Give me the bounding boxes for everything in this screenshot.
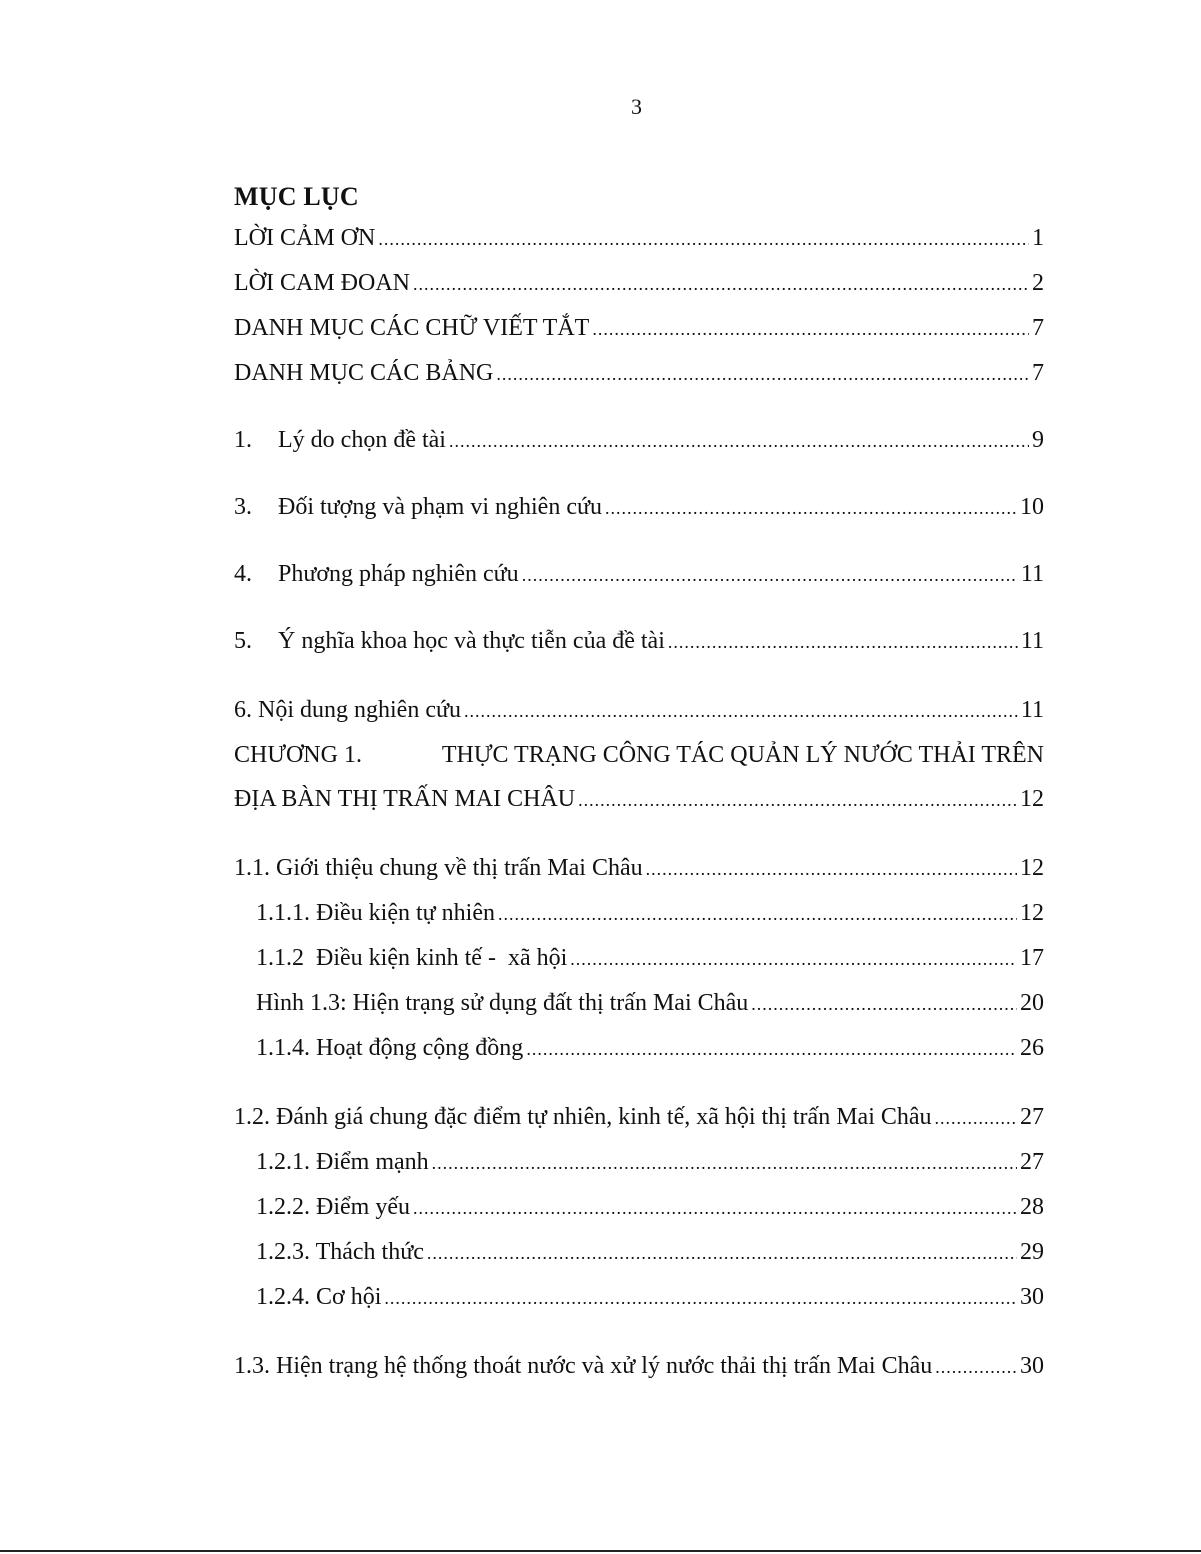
- dot-leader: [646, 847, 1017, 891]
- toc-entry-1-1-4[interactable]: [234, 1026, 1044, 1071]
- dot-leader: [413, 1186, 1017, 1230]
- chapter-number: CHƯƠNG 1.: [234, 742, 362, 768]
- dot-leader: [935, 1345, 1017, 1389]
- toc-entry-page: 7: [1032, 315, 1044, 341]
- dot-leader: [413, 262, 1029, 306]
- toc-entry-number: 1.: [234, 427, 252, 453]
- toc-entry-page: 2: [1032, 270, 1044, 296]
- toc-entry-label: DANH MỤC CÁC BẢNG: [234, 360, 494, 386]
- toc-entry-intro-6[interactable]: [234, 688, 1044, 733]
- toc-entry-label: [234, 418, 446, 462]
- toc-entry-label: 1.1.2 Điều kiện kinh tế - xã hội: [256, 945, 568, 971]
- dot-leader: [668, 620, 1018, 664]
- toc-entry-page: 11: [1020, 628, 1044, 654]
- toc-entry-page: 27: [1020, 1149, 1044, 1175]
- dot-leader: [378, 217, 1029, 261]
- toc-entry-number: 4.: [234, 561, 252, 587]
- toc-entry-page: 30: [1020, 1353, 1044, 1379]
- toc-entry-text: Lý do chọn đề tài: [278, 427, 446, 453]
- toc-chapter-1-heading-cont[interactable]: [234, 777, 1044, 822]
- page-number: 3: [631, 94, 642, 119]
- toc-entry-1-2-1[interactable]: [234, 1140, 1044, 1185]
- toc-entry-label: 1.1.4. Hoạt động cộng đồng: [256, 1035, 524, 1061]
- toc-entry-page: 11: [1020, 561, 1044, 587]
- toc-entry-page: 9: [1032, 427, 1044, 453]
- toc-entry-label: 1.2. Đánh giá chung đặc điểm tự nhiên, kinh tế, xã hội thị trấn Mai Châu: [234, 1104, 932, 1130]
- toc-entry-1-3[interactable]: [234, 1344, 1044, 1389]
- toc-entry-page: 30: [1020, 1284, 1044, 1310]
- toc-entry-page: 12: [1020, 900, 1044, 926]
- toc-entry-label: 1.1. Giới thiệu chung về thị trấn Mai Châu: [234, 855, 643, 881]
- toc-entry-1-2-3[interactable]: [234, 1230, 1044, 1275]
- toc-entry-text: Ý nghĩa khoa học và thực tiễn của đề tài: [278, 628, 665, 654]
- toc-entry-page: 11: [1020, 697, 1044, 723]
- toc-entry-page: 27: [1020, 1104, 1044, 1130]
- toc-entry-text: Đối tượng và phạm vi nghiên cứu: [278, 494, 602, 520]
- dot-leader: [578, 778, 1017, 822]
- toc-entry-label: LỜI CẢM ƠN: [234, 225, 376, 251]
- toc-entry-figure-1-3[interactable]: [234, 981, 1044, 1026]
- dot-leader: [432, 1141, 1017, 1185]
- toc-chapter-1-heading[interactable]: [234, 733, 1044, 777]
- toc-entry-label: 1.1.1. Điều kiện tự nhiên: [256, 900, 495, 926]
- toc-entry-1-2[interactable]: [234, 1095, 1044, 1140]
- dot-leader: [498, 892, 1017, 936]
- toc-entry-page: 26: [1020, 1035, 1044, 1061]
- toc-entry-page: 28: [1020, 1194, 1044, 1220]
- page-bottom-edge: [0, 1550, 1201, 1552]
- chapter-title-line-2: ĐỊA BÀN THỊ TRẤN MAI CHÂU: [234, 786, 576, 812]
- toc-entry-loi-cam-on[interactable]: [234, 216, 1044, 261]
- toc-entry-label: Hình 1.3: Hiện trạng sử dụng đất thị trấn Mai Châu: [256, 990, 749, 1016]
- dot-leader: [751, 982, 1017, 1026]
- dot-leader: [522, 553, 1018, 597]
- toc-entry-label: [234, 619, 665, 663]
- toc-entry-1-1[interactable]: [234, 846, 1044, 891]
- toc-entry-tables-list[interactable]: [234, 351, 1044, 396]
- toc-entry-1-2-4[interactable]: [234, 1275, 1044, 1320]
- toc-entry-page: 12: [1020, 855, 1044, 881]
- dot-leader: [935, 1096, 1017, 1140]
- dot-leader: [592, 307, 1029, 351]
- dot-leader: [526, 1027, 1017, 1071]
- toc-entry-number: 5.: [234, 628, 252, 654]
- dot-leader: [464, 689, 1018, 733]
- toc-entry-page: 20: [1020, 990, 1044, 1016]
- toc-entry-page: 10: [1020, 494, 1044, 520]
- table-of-contents: [234, 178, 1044, 1389]
- toc-entry-page: 12: [1020, 786, 1044, 812]
- toc-entry-loi-cam-doan[interactable]: [234, 261, 1044, 306]
- toc-entry-page: 1: [1032, 225, 1044, 251]
- dot-leader: [570, 937, 1017, 981]
- toc-entry-label: [234, 485, 602, 529]
- toc-entry-intro-5[interactable]: [234, 619, 1044, 664]
- toc-entry-1-2-2[interactable]: [234, 1185, 1044, 1230]
- toc-entry-label: 1.2.3. Thách thức: [256, 1239, 424, 1265]
- toc-entry-1-1-2[interactable]: [234, 936, 1044, 981]
- toc-entry-label: LỜI CAM ĐOAN: [234, 270, 410, 296]
- toc-entry-label: DANH MỤC CÁC CHỮ VIẾT TẮT: [234, 315, 590, 341]
- dot-leader: [427, 1231, 1017, 1275]
- toc-entry-page: 7: [1032, 360, 1044, 386]
- toc-entry-label: 1.2.4. Cơ hội: [256, 1284, 382, 1310]
- toc-entry-page: 29: [1020, 1239, 1044, 1265]
- toc-entry-1-1-1[interactable]: [234, 891, 1044, 936]
- toc-entry-intro-3[interactable]: [234, 485, 1044, 530]
- toc-entry-label: 6. Nội dung nghiên cứu: [234, 697, 461, 723]
- dot-leader: [449, 419, 1029, 463]
- toc-entry-abbreviations[interactable]: [234, 306, 1044, 351]
- dot-leader: [384, 1276, 1017, 1320]
- toc-entry-text: Phương pháp nghiên cứu: [278, 561, 519, 587]
- toc-entry-page: 17: [1020, 945, 1044, 971]
- toc-entry-label: 1.3. Hiện trạng hệ thống thoát nước và xử lý nước thải thị trấn Mai Châu: [234, 1353, 933, 1379]
- dot-leader: [605, 486, 1017, 530]
- toc-title: MỤC LỤC: [234, 182, 359, 211]
- toc-entry-label: 1.2.1. Điểm mạnh: [256, 1149, 429, 1175]
- dot-leader: [496, 352, 1029, 396]
- toc-entry-intro-4[interactable]: [234, 552, 1044, 597]
- toc-entry-intro-1[interactable]: [234, 418, 1044, 463]
- chapter-title-line-1: THỰC TRẠNG CÔNG TÁC QUẢN LÝ NƯỚC THẢI TRÊN: [441, 742, 1044, 768]
- toc-entry-number: 3.: [234, 494, 252, 520]
- toc-entry-label: 1.2.2. Điểm yếu: [256, 1194, 410, 1220]
- toc-entry-label: [234, 552, 519, 596]
